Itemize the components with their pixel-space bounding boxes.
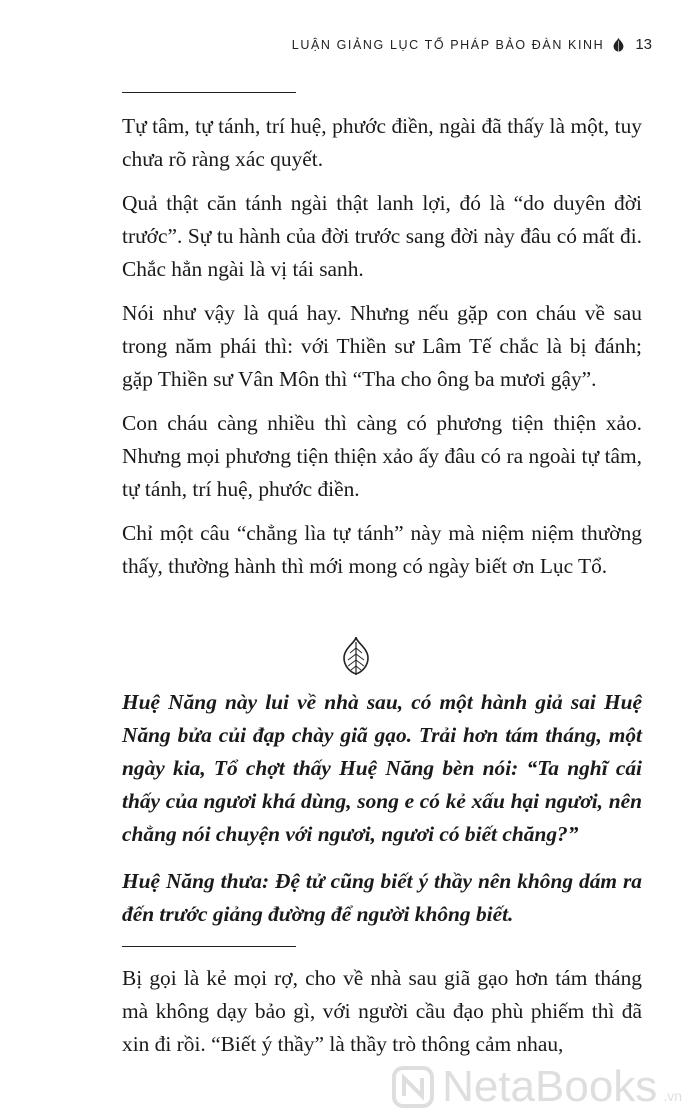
commentary-bottom <box>122 962 642 1061</box>
sutra-paragraph-1: Huệ Năng này lui về nhà sau, có một hành giả sai Huệ Năng bửa củi đạp chày giã gạo. Trải hơn tám tháng, một ngày kia, Tổ chợt thấy Huệ Năng bèn nói: “Ta nghĩ cái thấy của ngươi khá dùng, song e có kẻ xấu hại ngươi, nên chẳng nói chuyện với ngươi, ngươi có biết chăng?” <box>122 690 642 846</box>
page-number: 13 <box>635 36 652 53</box>
paragraph-5: Chỉ một câu “chẳng lìa tự tánh” này mà niệm niệm thường thấy, thường hành thì mới mong có ngày biết ơn Lục Tổ. <box>122 521 642 578</box>
bodhi-leaf-icon <box>612 37 625 53</box>
running-head <box>292 36 652 53</box>
watermark-logo-icon <box>390 1064 436 1110</box>
bodhi-leaf-ornament-icon <box>342 636 370 676</box>
section-rule-bottom <box>122 946 296 947</box>
commentary-top <box>122 110 642 583</box>
paragraph-1: Tự tâm, tự tánh, trí huệ, phước điền, ngài đã thấy là một, tuy chưa rõ ràng xác quyết. <box>122 114 642 171</box>
running-title: LUẬN GIẢNG LỤC TỔ PHÁP BẢO ĐÀN KINH <box>291 37 605 52</box>
sutra-text <box>122 686 642 931</box>
sutra-paragraph-2: Huệ Năng thưa: Đệ tử cũng biết ý thầy nên không dám ra đến trước giảng đường để người không biết. <box>122 869 642 926</box>
paragraph-6: Bị gọi là kẻ mọi rợ, cho về nhà sau giã gạo hơn tám tháng mà không dạy bảo gì, với người cầu đạo phù phiếm thì đã xin đi rồi. “Biết ý thầy” là thầy trò thông cảm nhau, <box>122 966 642 1056</box>
watermark-brand: NetaBooks <box>442 1062 658 1111</box>
paragraph-4: Con cháu càng nhiều thì càng có phương tiện thiện xảo. Nhưng mọi phương tiện thiện xảo ấy đâu có ra ngoài tự tâm, tự tánh, trí huệ, phước điền. <box>122 411 642 501</box>
paragraph-3: Nói như vậy là quá hay. Nhưng nếu gặp con cháu về sau trong năm phái thì: với Thiền sư Lâm Tế chắc là bị đánh; gặp Thiền sư Vân Môn thì “Tha cho ông ba mươi gậy”. <box>122 301 642 391</box>
watermark <box>390 1062 682 1112</box>
watermark-suffix: .vn <box>663 1088 682 1104</box>
paragraph-2: Quả thật căn tánh ngài thật lanh lợi, đó là “do duyên đời trước”. Sự tu hành của đời trước sang đời này đâu có mất đi. Chắc hẳn ngài là vị tái sanh. <box>122 191 642 281</box>
section-rule-top <box>122 92 296 93</box>
